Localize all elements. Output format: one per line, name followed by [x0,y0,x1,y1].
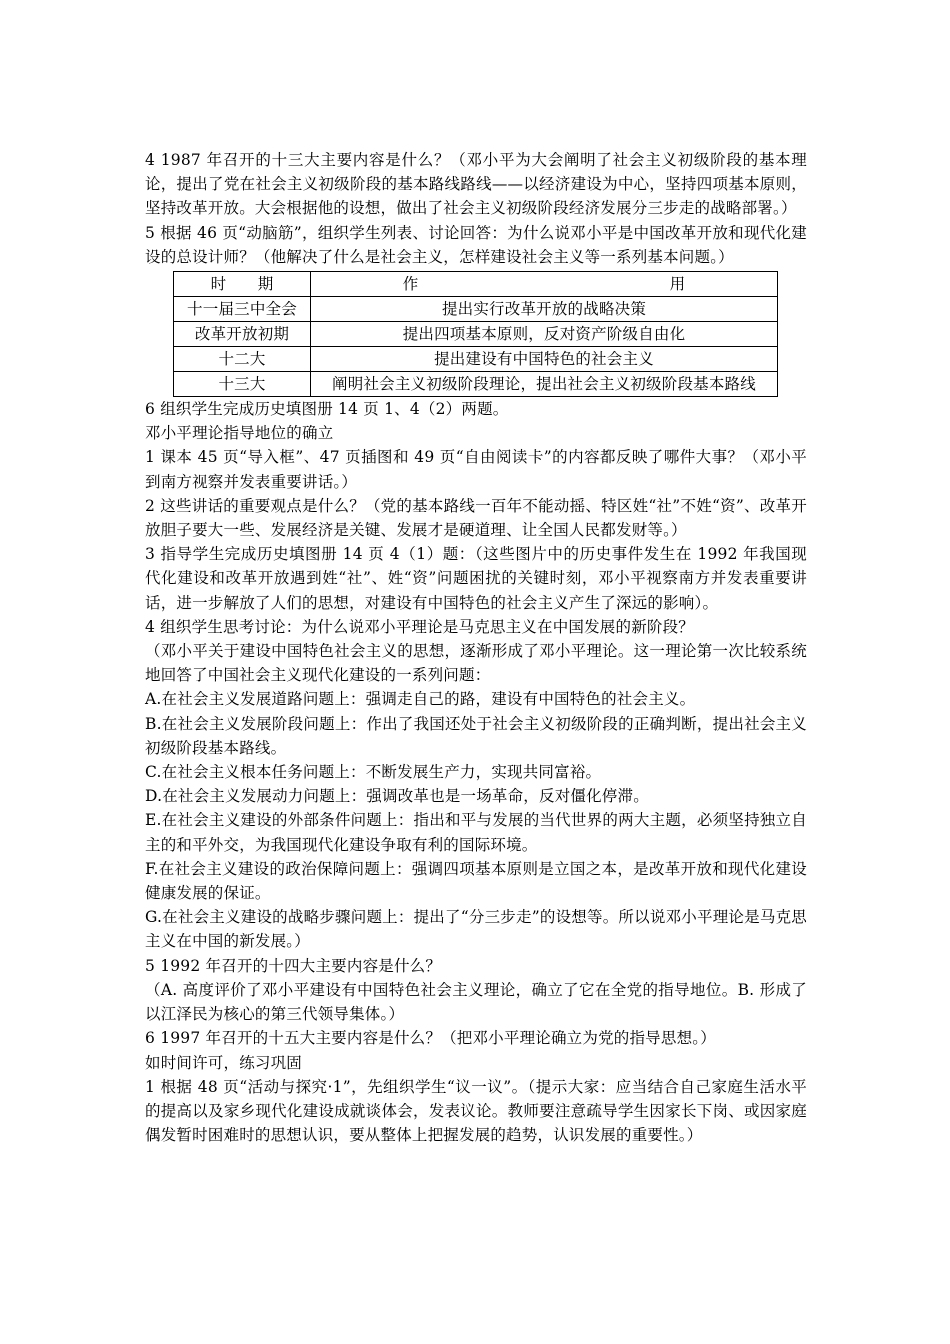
paragraph: 6 组织学生完成历史填图册 14 页 1、4（2）两题。 [145,400,509,419]
list-item: A.在社会主义发展道路问题上：强调走自己的路，建设有中国特色的社会主义。 [145,690,696,709]
paragraph: 1 根据 48 页“活动与探究·1”，先组织学生“议一议”。（提示大家：应当结合自己家庭生活水平的提高以及家乡现代化建设成就谈体会，发表议论。教师要注意疏导学生因家长下岗、或因家庭偶发暂时困难时的思想认识，要从整体上把握发展的趋势，认识发展的重要性。） [145,1077,807,1145]
list-item: C.在社会主义根本任务问题上：不断发展生产力，实现共同富裕。 [145,763,602,782]
table-row [174,322,778,347]
table-row [174,297,778,322]
table-row [174,372,778,397]
paragraph: 6 1997 年召开的十五大主要内容是什么？（把邓小平理论确立为党的指导思想。） [145,1029,716,1048]
table-cell-role: 提出实行改革开放的战略决策 [311,297,778,322]
table-cell-role: 提出建设有中国特色的社会主义 [311,347,778,372]
table-header-role: 作 用 [311,272,778,297]
paragraph: 2 这些讲话的重要观点是什么？（党的基本路线一百年不能动摇、特区姓“社”不姓“资”、改革开放胆子要大一些、发展经济是关键、发展才是硬道理、让全国人民都发财等。） [145,496,807,540]
list-item: D.在社会主义发展动力问题上：强调改革也是一场革命，反对僵化停滞。 [145,787,649,806]
section-heading: 如时间许可，练习巩固 [145,1053,303,1072]
list-item: G.在社会主义建设的战略步骤问题上：提出了“分三步走”的设想等。所以说邓小平理论是马克思主义在中国的新发展。） [145,908,807,951]
table-cell-role: 阐明社会主义初级阶段理论，提出社会主义初级阶段基本路线 [311,372,778,397]
table-cell-period: 改革开放初期 [174,322,311,347]
table-cell-role: 提出四项基本原则，反对资产阶级自由化 [311,322,778,347]
document-page [145,148,807,1147]
paragraph: 5 1992 年召开的十四大主要内容是什么？ [145,956,442,975]
section-heading: 邓小平理论指导地位的确立 [145,424,334,443]
leaders-table [173,271,778,397]
table-header-period: 时 期 [174,272,311,297]
table-header-row [174,272,778,297]
table-row [174,347,778,372]
list-item: B.在社会主义发展阶段问题上：作出了我国还处于社会主义初级阶段的正确判断，提出社会主义初级阶段基本路线。 [145,714,807,757]
paragraph: 4 组织学生思考讨论：为什么说邓小平理论是马克思主义在中国发展的新阶段？ [145,617,694,636]
table-cell-period: 十一届三中全会 [174,297,311,322]
table-cell-period: 十三大 [174,372,311,397]
paragraph: 3 指导学生完成历史填图册 14 页 4（1）题：（这些图片中的历史事件发生在 1992 年我国现代化建设和改革开放遇到姓“社”、姓“资”问题困扰的关键时刻，邓小平视察南方并发表重要讲话，进一步解放了人们的思想，对建设有中国特色的社会主义产生了深远的影响）。 [145,545,807,612]
paragraph: 4 1987 年召开的十三大主要内容是什么？（邓小平为大会阐明了社会主义初级阶段的基本理论，提出了党在社会主义初级阶段的基本路线路线——以经济建设为中心，坚持四项基本原则，坚持改革开放。大会根据他的设想，做出了社会主义初级阶段经济发展分三步走的战略部署。） [145,151,807,218]
paragraph: （A. 高度评价了邓小平建设有中国特色社会主义理论，确立了它在全党的指导地位。B. 形成了以江泽民为核心的第三代领导集体。） [145,980,807,1024]
paragraph: 1 课本 45 页“导入框”、47 页插图和 49 页“自由阅读卡”的内容都反映了哪件大事？（邓小平到南方视察并发表重要讲话。） [145,448,807,491]
list-item: E.在社会主义建设的外部条件问题上：指出和平与发展的当代世界的两大主题，必须坚持独立自主的和平外交，为我国现代化建设争取有利的国际环境。 [145,811,807,854]
paragraph: 5 根据 46 页“动脑筋”，组织学生列表、讨论回答：为什么说邓小平是中国改革开放和现代化建设的总设计师？（他解决了什么是社会主义，怎样建设社会主义等一系列基本问题。） [145,223,807,266]
table-cell-period: 十二大 [174,347,311,372]
list-item: F.在社会主义建设的政治保障问题上：强调四项基本原则是立国之本，是改革开放和现代化建设健康发展的保证。 [145,859,807,903]
paragraph: （邓小平关于建设中国特色社会主义的思想，逐渐形成了邓小平理论。这一理论第一次比较系统地回答了中国社会主义现代化建设的一系列问题： [145,642,807,685]
